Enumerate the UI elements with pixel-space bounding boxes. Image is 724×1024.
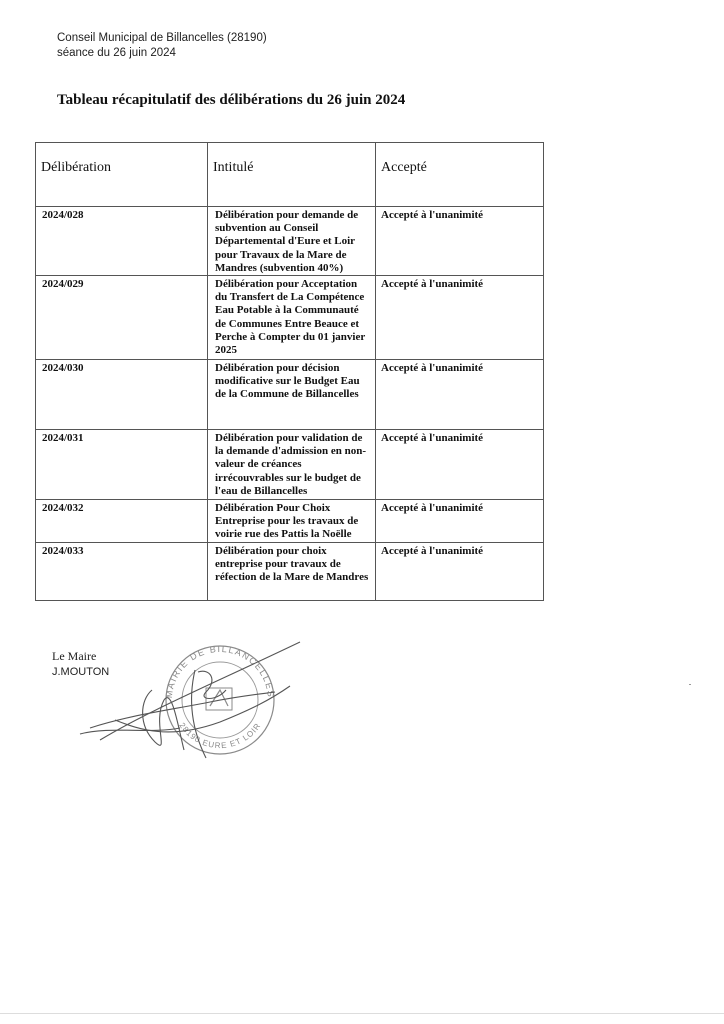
deliberation-title: Délibération Pour Choix Entreprise pour les travaux de voirie rue des Pattis la Noëlle	[208, 500, 376, 543]
deliberations-table	[35, 142, 544, 601]
deliberation-number: 2024/030	[36, 360, 208, 430]
table-header-row	[36, 143, 544, 207]
deliberation-status: Accepté à l'unanimité	[376, 360, 544, 430]
table-row	[36, 276, 544, 360]
deliberation-status: Accepté à l'unanimité	[376, 276, 544, 360]
deliberation-number: 2024/028	[36, 207, 208, 276]
table-row	[36, 543, 544, 601]
table-row	[36, 500, 544, 543]
table-row	[36, 207, 544, 276]
deliberation-number: 2024/029	[36, 276, 208, 360]
signature-block	[52, 648, 109, 680]
session-date: séance du 26 juin 2024	[57, 47, 176, 59]
document-header	[57, 31, 267, 61]
page-bottom-edge	[0, 1013, 724, 1014]
column-header-intitule: Intitulé	[208, 143, 376, 207]
scan-speck	[689, 684, 691, 685]
svg-text:28190 EURE ET LOIR: 28190 EURE ET LOIR	[177, 721, 263, 751]
document-title: Tableau récapitulatif des délibérations du 26 juin 2024	[57, 92, 406, 108]
council-name: Conseil Municipal de Billancelles (28190)	[57, 32, 267, 44]
deliberation-number: 2024/032	[36, 500, 208, 543]
deliberation-title: Délibération pour Acceptation du Transfert de La Compétence Eau Potable à la Communauté de Communes Entre Beauce et Perche à Compter du 01 janvier 2025	[208, 276, 376, 360]
signer-name: J.MOUTON	[52, 666, 110, 678]
table-row	[36, 430, 544, 500]
deliberation-status: Accepté à l'unanimité	[376, 207, 544, 276]
svg-text:MAIRIE DE BILLANCELLES: MAIRIE DE BILLANCELLES	[163, 643, 277, 699]
deliberation-title: Délibération pour demande de subvention au Conseil Départemental d'Eure et Loir pour Travaux de la Mare de Mandres (subvention 40%)	[208, 207, 376, 276]
table-row	[36, 360, 544, 430]
deliberation-status: Accepté à l'unanimité	[376, 430, 544, 500]
signer-role: Le Maire	[52, 649, 97, 663]
deliberation-number: 2024/031	[36, 430, 208, 500]
deliberation-title: Délibération pour choix entreprise pour travaux de réfection de la Mare de Mandres	[208, 543, 376, 601]
deliberation-number: 2024/033	[36, 543, 208, 601]
deliberation-title: Délibération pour décision modificative sur le Budget Eau de la Commune de Billancelles	[208, 360, 376, 430]
column-header-deliberation: Délibération	[36, 143, 208, 207]
deliberation-title: Délibération pour validation de la demande d'admission en non- valeur de créances irrécouvrables sur le budget de l'eau de Billancelles	[208, 430, 376, 500]
column-header-accepte: Accepté	[376, 143, 544, 207]
deliberation-status: Accepté à l'unanimité	[376, 543, 544, 601]
deliberation-status: Accepté à l'unanimité	[376, 500, 544, 543]
